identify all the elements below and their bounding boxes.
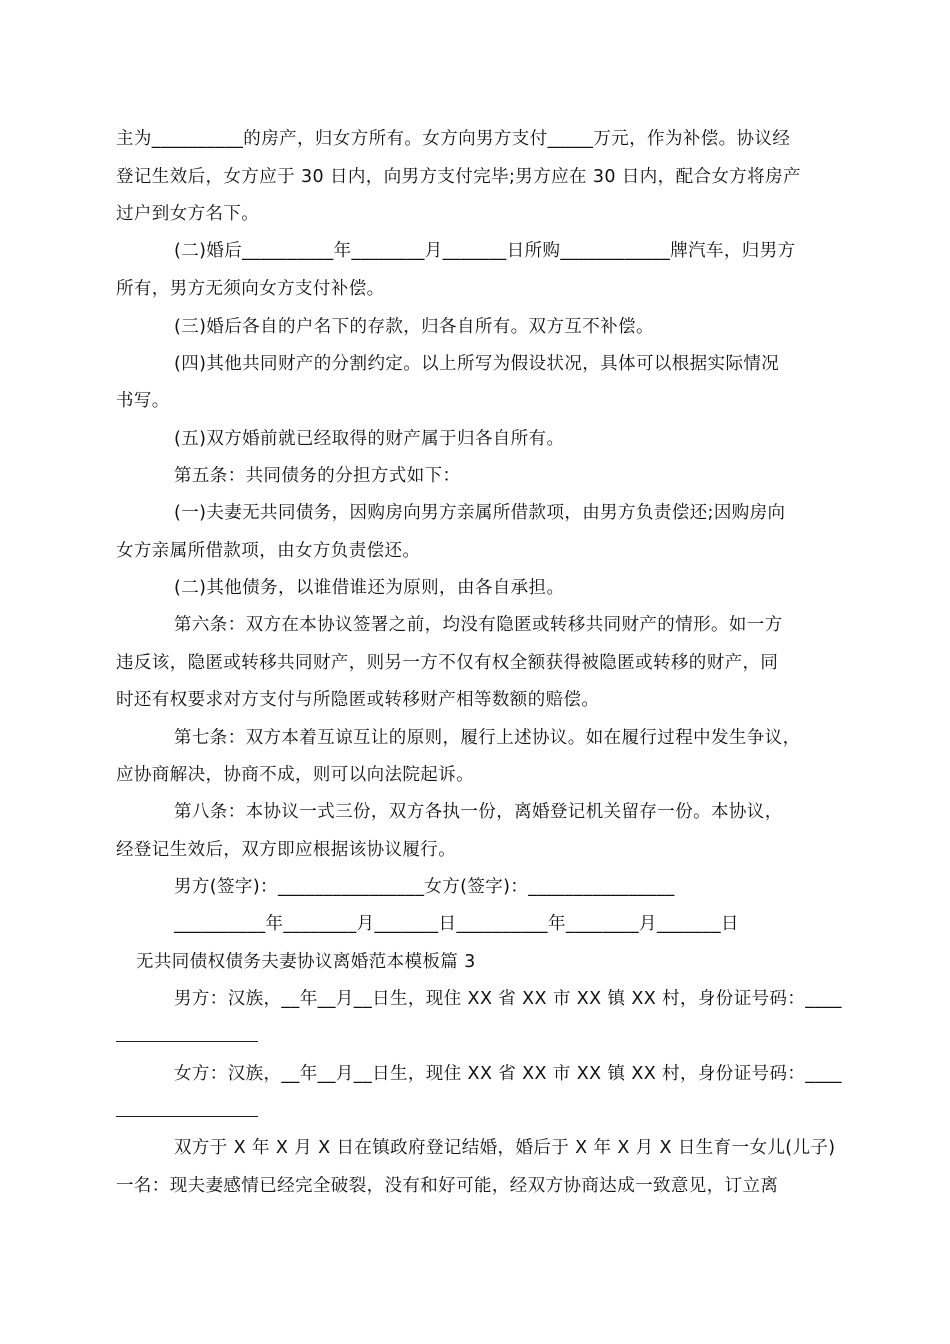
text-line: 经登记生效后，双方即应根据该协议履行。	[116, 840, 457, 860]
text-line: 过户到女方名下。	[116, 204, 260, 224]
text-line: (二)婚后__________年________月_______日所购____________牌汽车，归男方	[174, 241, 796, 261]
text-line: 女方：汉族，__年__月__日生，现住 XX 省 XX 市 XX 镇 XX 村，身份证号码：____	[174, 1064, 842, 1084]
text-line: 双方于 X 年 X 月 X 日在镇政府登记结婚，婚后于 X 年 X 月 X 日生育一女儿(儿子)	[174, 1138, 836, 1158]
blank-rule	[116, 1041, 258, 1042]
text-line: 主为__________的房产，归女方所有。女方向男方支付_____万元，作为补偿。协议经	[116, 129, 791, 149]
text-line: 书写。	[116, 391, 170, 411]
text-line: (五)双方婚前就已经取得的财产属于归各自所有。	[174, 429, 565, 449]
blank-rule	[116, 1116, 258, 1117]
text-line: 一名：现夫妻感情已经完全破裂，没有和好可能，经双方协商达成一致意见，订立离	[116, 1176, 779, 1196]
text-line: 登记生效后，女方应于 30 日内，向男方支付完毕;男方应在 30 日内，配合女方将房产	[116, 167, 801, 187]
date-line: __________年________月_______日__________年________月_______日	[174, 914, 739, 934]
text-line: 男方：汉族，__年__月__日生，现住 XX 省 XX 市 XX 镇 XX 村，身份证号码：____	[174, 989, 842, 1009]
signature-line: 男方(签字)：________________女方(签字)：________________	[174, 877, 675, 897]
text-line: 应协商解决，协商不成，则可以向法院起诉。	[116, 765, 474, 785]
text-line: 第八条：本协议一式三份，双方各执一份，离婚登记机关留存一份。本协议，	[174, 802, 783, 822]
text-line: 第六条：双方在本协议签署之前，均没有隐匿或转移共同财产的情形。如一方	[174, 615, 783, 635]
section-heading: 无共同债权债务夫妻协议离婚范本模板篇 3	[136, 952, 476, 972]
text-line: 时还有权要求对方支付与所隐匿或转移财产相等数额的赔偿。	[116, 690, 600, 710]
text-line: 第五条：共同债务的分担方式如下：	[174, 466, 461, 486]
text-line: (三)婚后各自的户名下的存款，归各自所有。双方互不补偿。	[174, 317, 654, 337]
text-line: (二)其他债务，以谁借谁还为原则，由各自承担。	[174, 578, 565, 598]
text-line: (一)夫妻无共同债务，因购房向男方亲属所借款项，由男方负责偿还;因购房向	[174, 503, 786, 523]
text-line: (四)其他共同财产的分割约定。以上所写为假设状况，具体可以根据实际情况	[174, 354, 780, 374]
text-line: 违反该，隐匿或转移共同财产，则另一方不仅有权全额获得被隐匿或转移的财产，同	[116, 653, 779, 673]
text-line: 第七条：双方本着互谅互让的原则，履行上述协议。如在履行过程中发生争议，	[174, 728, 801, 748]
text-line: 女方亲属所借款项，由女方负责偿还。	[116, 541, 421, 561]
text-line: 所有，男方无须向女方支付补偿。	[116, 279, 385, 299]
